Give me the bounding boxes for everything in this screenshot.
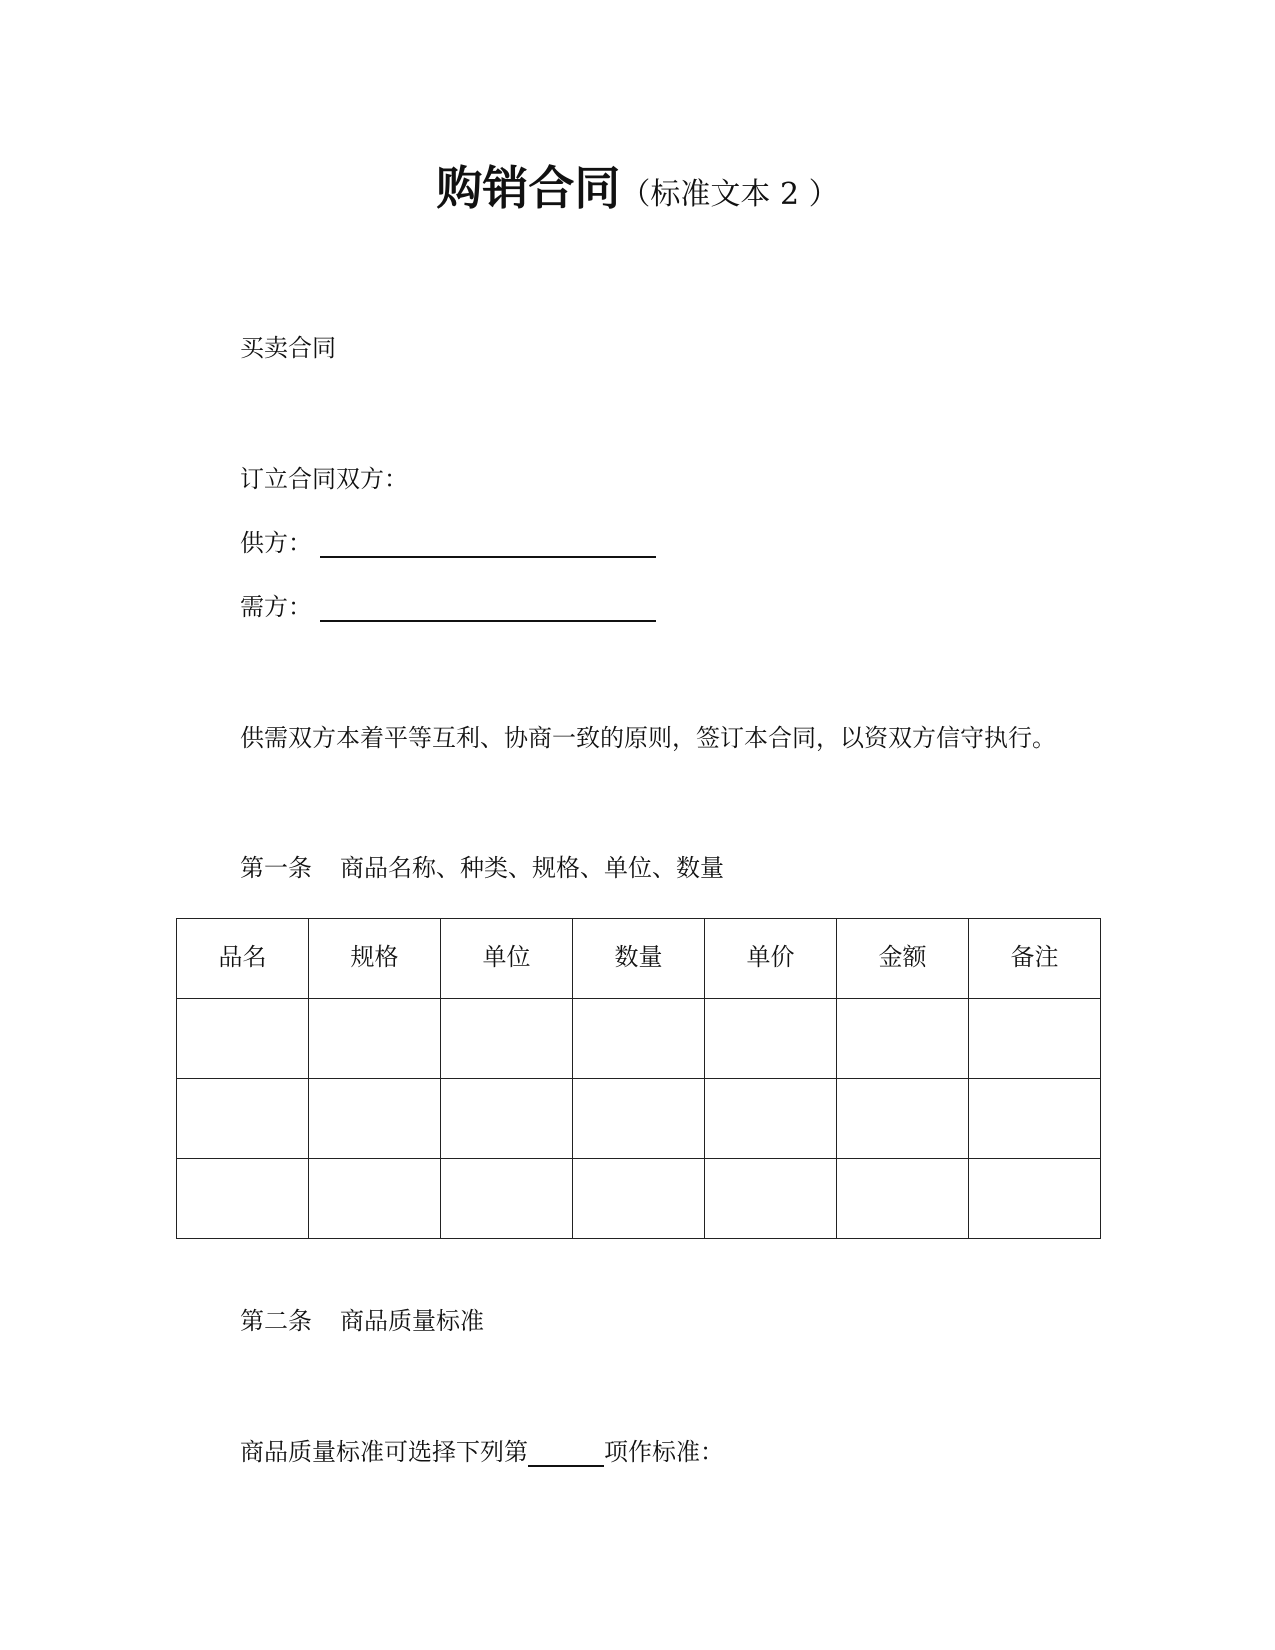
table-cell[interactable]: [705, 1159, 837, 1239]
table-cell[interactable]: [837, 999, 969, 1079]
table-cell[interactable]: [705, 1079, 837, 1159]
supplier-label: 供方：: [240, 529, 312, 557]
table-cell[interactable]: [177, 999, 309, 1079]
buyer-label: 需方：: [240, 593, 312, 621]
table-row: [177, 1159, 1101, 1239]
header-cell: 备注: [969, 919, 1101, 999]
table-cell[interactable]: [177, 1079, 309, 1159]
preamble: 供需双方本着平等互利、协商一致的原则，签订本合同，以资双方信守执行。: [240, 724, 1056, 752]
supplier-line: [240, 528, 656, 558]
table-cell[interactable]: [573, 1079, 705, 1159]
header-cell: 金额: [837, 919, 969, 999]
article2-number: 第二条: [240, 1307, 312, 1335]
table-cell[interactable]: [309, 1079, 441, 1159]
table-cell[interactable]: [573, 999, 705, 1079]
quality-option-blank[interactable]: [528, 1439, 604, 1467]
buyer-line: [240, 592, 656, 622]
document-title: [0, 152, 1275, 218]
article2-heading: [240, 1306, 484, 1336]
table-cell[interactable]: [705, 999, 837, 1079]
header-cell: 单位: [441, 919, 573, 999]
table-cell[interactable]: [969, 999, 1101, 1079]
buyer-blank[interactable]: [320, 594, 656, 622]
table-cell[interactable]: [837, 1079, 969, 1159]
article1-title: 商品名称、种类、规格、单位、数量: [340, 854, 724, 882]
table-row: [177, 1079, 1101, 1159]
article2-title: 商品质量标准: [340, 1307, 484, 1335]
header-cell: 规格: [309, 919, 441, 999]
table-cell[interactable]: [441, 1079, 573, 1159]
title-main: 购销合同: [436, 161, 621, 215]
article1-heading: [240, 853, 724, 883]
title-note: （标准文本 2 ）: [620, 177, 839, 212]
table-cell[interactable]: [573, 1159, 705, 1239]
table-row: [177, 999, 1101, 1079]
header-cell: 品名: [177, 919, 309, 999]
table-cell[interactable]: [969, 1079, 1101, 1159]
table-cell[interactable]: [441, 999, 573, 1079]
quality-clause-before: 商品质量标准可选择下列第: [240, 1438, 528, 1466]
article1-number: 第一条: [240, 854, 312, 882]
header-cell: 单价: [705, 919, 837, 999]
table-cell[interactable]: [309, 1159, 441, 1239]
table-cell[interactable]: [309, 999, 441, 1079]
table-cell[interactable]: [177, 1159, 309, 1239]
quality-clause: [240, 1437, 724, 1467]
quality-clause-after: 项作标准：: [604, 1438, 724, 1466]
header-cell: 数量: [573, 919, 705, 999]
supplier-blank[interactable]: [320, 530, 656, 558]
parties-heading: 订立合同双方：: [240, 465, 408, 493]
table-cell[interactable]: [441, 1159, 573, 1239]
contract-type: 买卖合同: [240, 334, 336, 362]
table-cell[interactable]: [837, 1159, 969, 1239]
table-cell[interactable]: [969, 1159, 1101, 1239]
goods-table: [176, 918, 1101, 1239]
table-header-row: [177, 919, 1101, 999]
